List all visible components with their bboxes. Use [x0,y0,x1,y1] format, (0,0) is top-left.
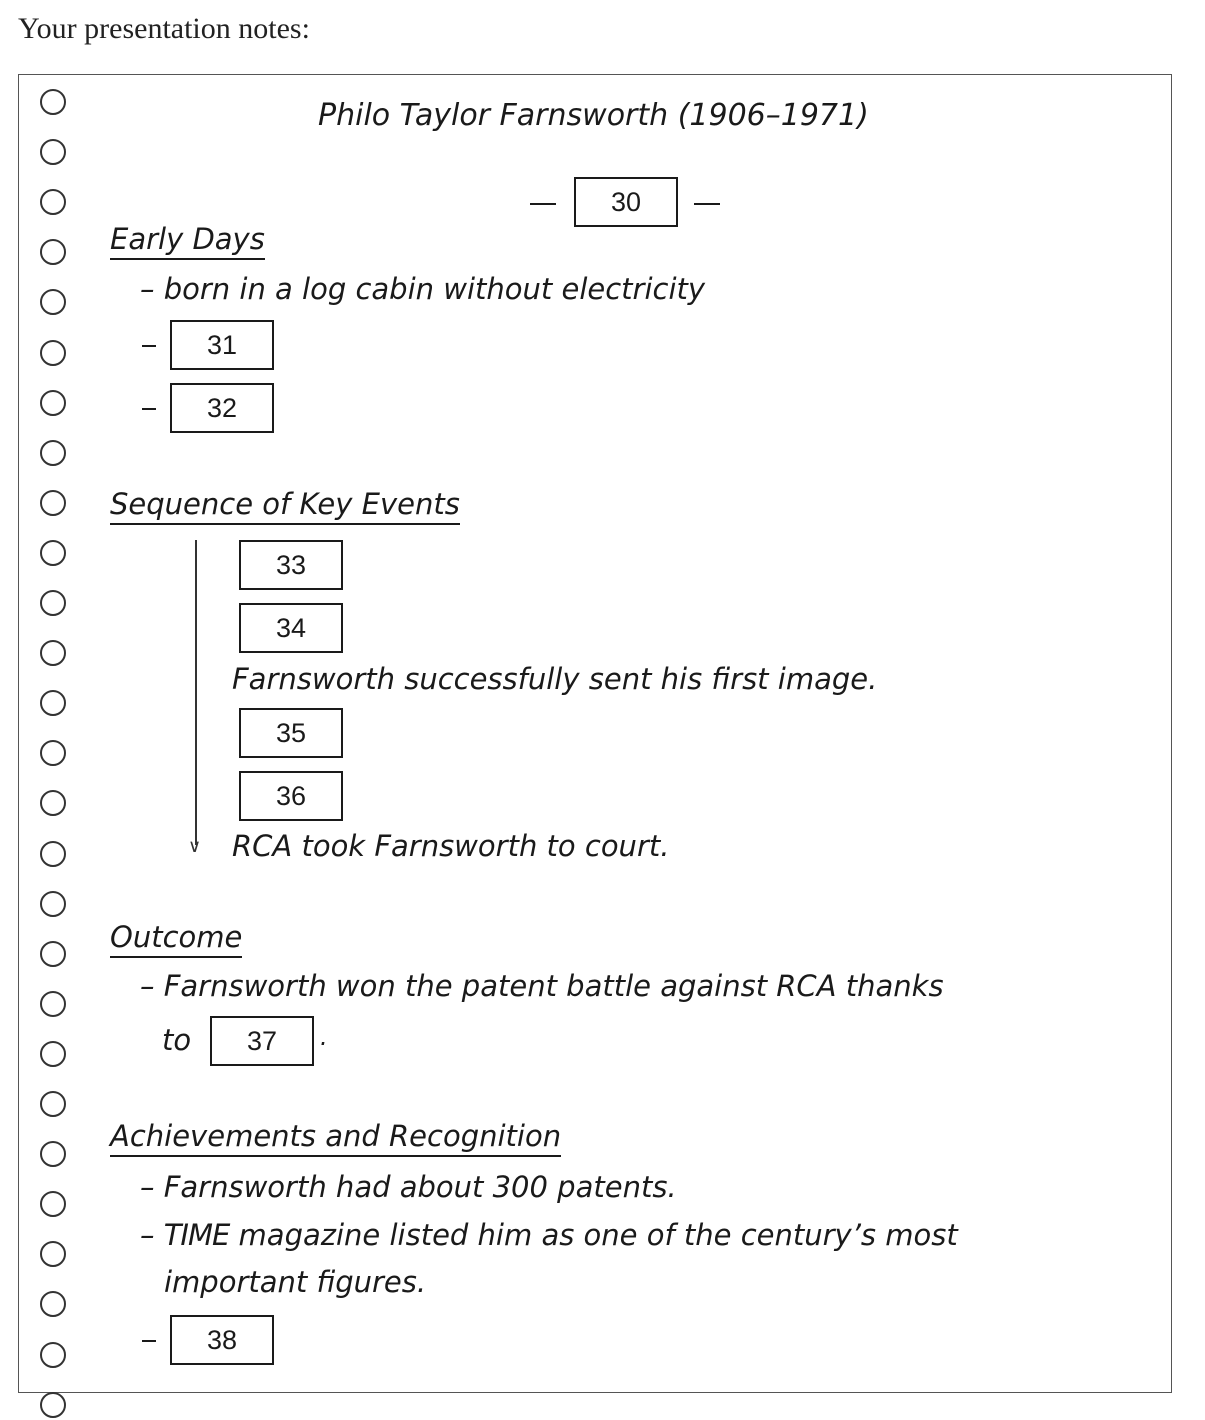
sequence-heading: Sequence of Key Events [110,488,460,525]
binder-ring [40,640,66,666]
binder-ring [40,1041,66,1067]
binder-ring [40,1091,66,1117]
early-days-heading: Early Days [110,223,265,260]
achievement-dash: – [140,1218,164,1252]
achievement-time-magazine [140,1218,958,1252]
binder-ring [40,690,66,716]
binder-ring [40,490,66,516]
event-court: RCA took Farnsworth to court. [232,829,670,863]
binder-ring [40,1342,66,1368]
achievement-patents: – Farnsworth had about 300 patents. [140,1170,677,1204]
achievements-heading: Achievements and Recognition [110,1120,561,1157]
outcome-period: . [320,1023,328,1051]
achievement-time-continuation: important figures. [164,1265,427,1299]
answer-box-37[interactable]: 37 [210,1016,314,1066]
early-days-item-log-cabin: – born in a log cabin without electricity [140,272,706,306]
early-days-dash-31 [142,345,156,347]
achievement-time-rest: magazine listed him as one of the century’s most [229,1218,958,1252]
binder-ring [40,991,66,1017]
answer-box-36[interactable]: 36 [239,771,343,821]
title-dash-right [694,203,720,205]
event-first-image: Farnsworth successfully sent his first image. [232,662,878,696]
binder-ring [40,590,66,616]
binder-ring [40,1141,66,1167]
answer-box-31[interactable]: 31 [170,320,274,370]
binder-ring [40,440,66,466]
outcome-heading: Outcome [110,921,242,958]
binder-ring [40,1392,66,1418]
binder-ring [40,540,66,566]
binder-ring [40,841,66,867]
answer-box-30[interactable]: 30 [574,177,678,227]
timeline-arrow-line [195,540,197,845]
notes-title: Philo Taylor Farnsworth (1906–1971) [318,98,869,133]
binder-ring [40,139,66,165]
answer-box-32[interactable]: 32 [170,383,274,433]
arrow-down-icon: ∨ [188,836,202,857]
binder-ring [40,89,66,115]
title-dash-left [530,203,556,205]
answer-box-35[interactable]: 35 [239,708,343,758]
answer-box-38[interactable]: 38 [170,1315,274,1365]
answer-box-33[interactable]: 33 [239,540,343,590]
early-days-dash-32 [142,408,156,410]
answer-box-34[interactable]: 34 [239,603,343,653]
binder-ring [40,891,66,917]
time-magazine-name: TIME [163,1218,230,1252]
outcome-line-2-prefix: to [162,1023,192,1057]
binder-ring [40,340,66,366]
achievements-dash-38 [142,1340,156,1342]
outcome-line-1: – Farnsworth won the patent battle against RCA thanks [140,969,944,1003]
binder-ring [40,941,66,967]
binder-ring [40,1191,66,1217]
binder-ring [40,390,66,416]
binder-ring [40,189,66,215]
intro-prompt: Your presentation notes: [18,12,310,45]
